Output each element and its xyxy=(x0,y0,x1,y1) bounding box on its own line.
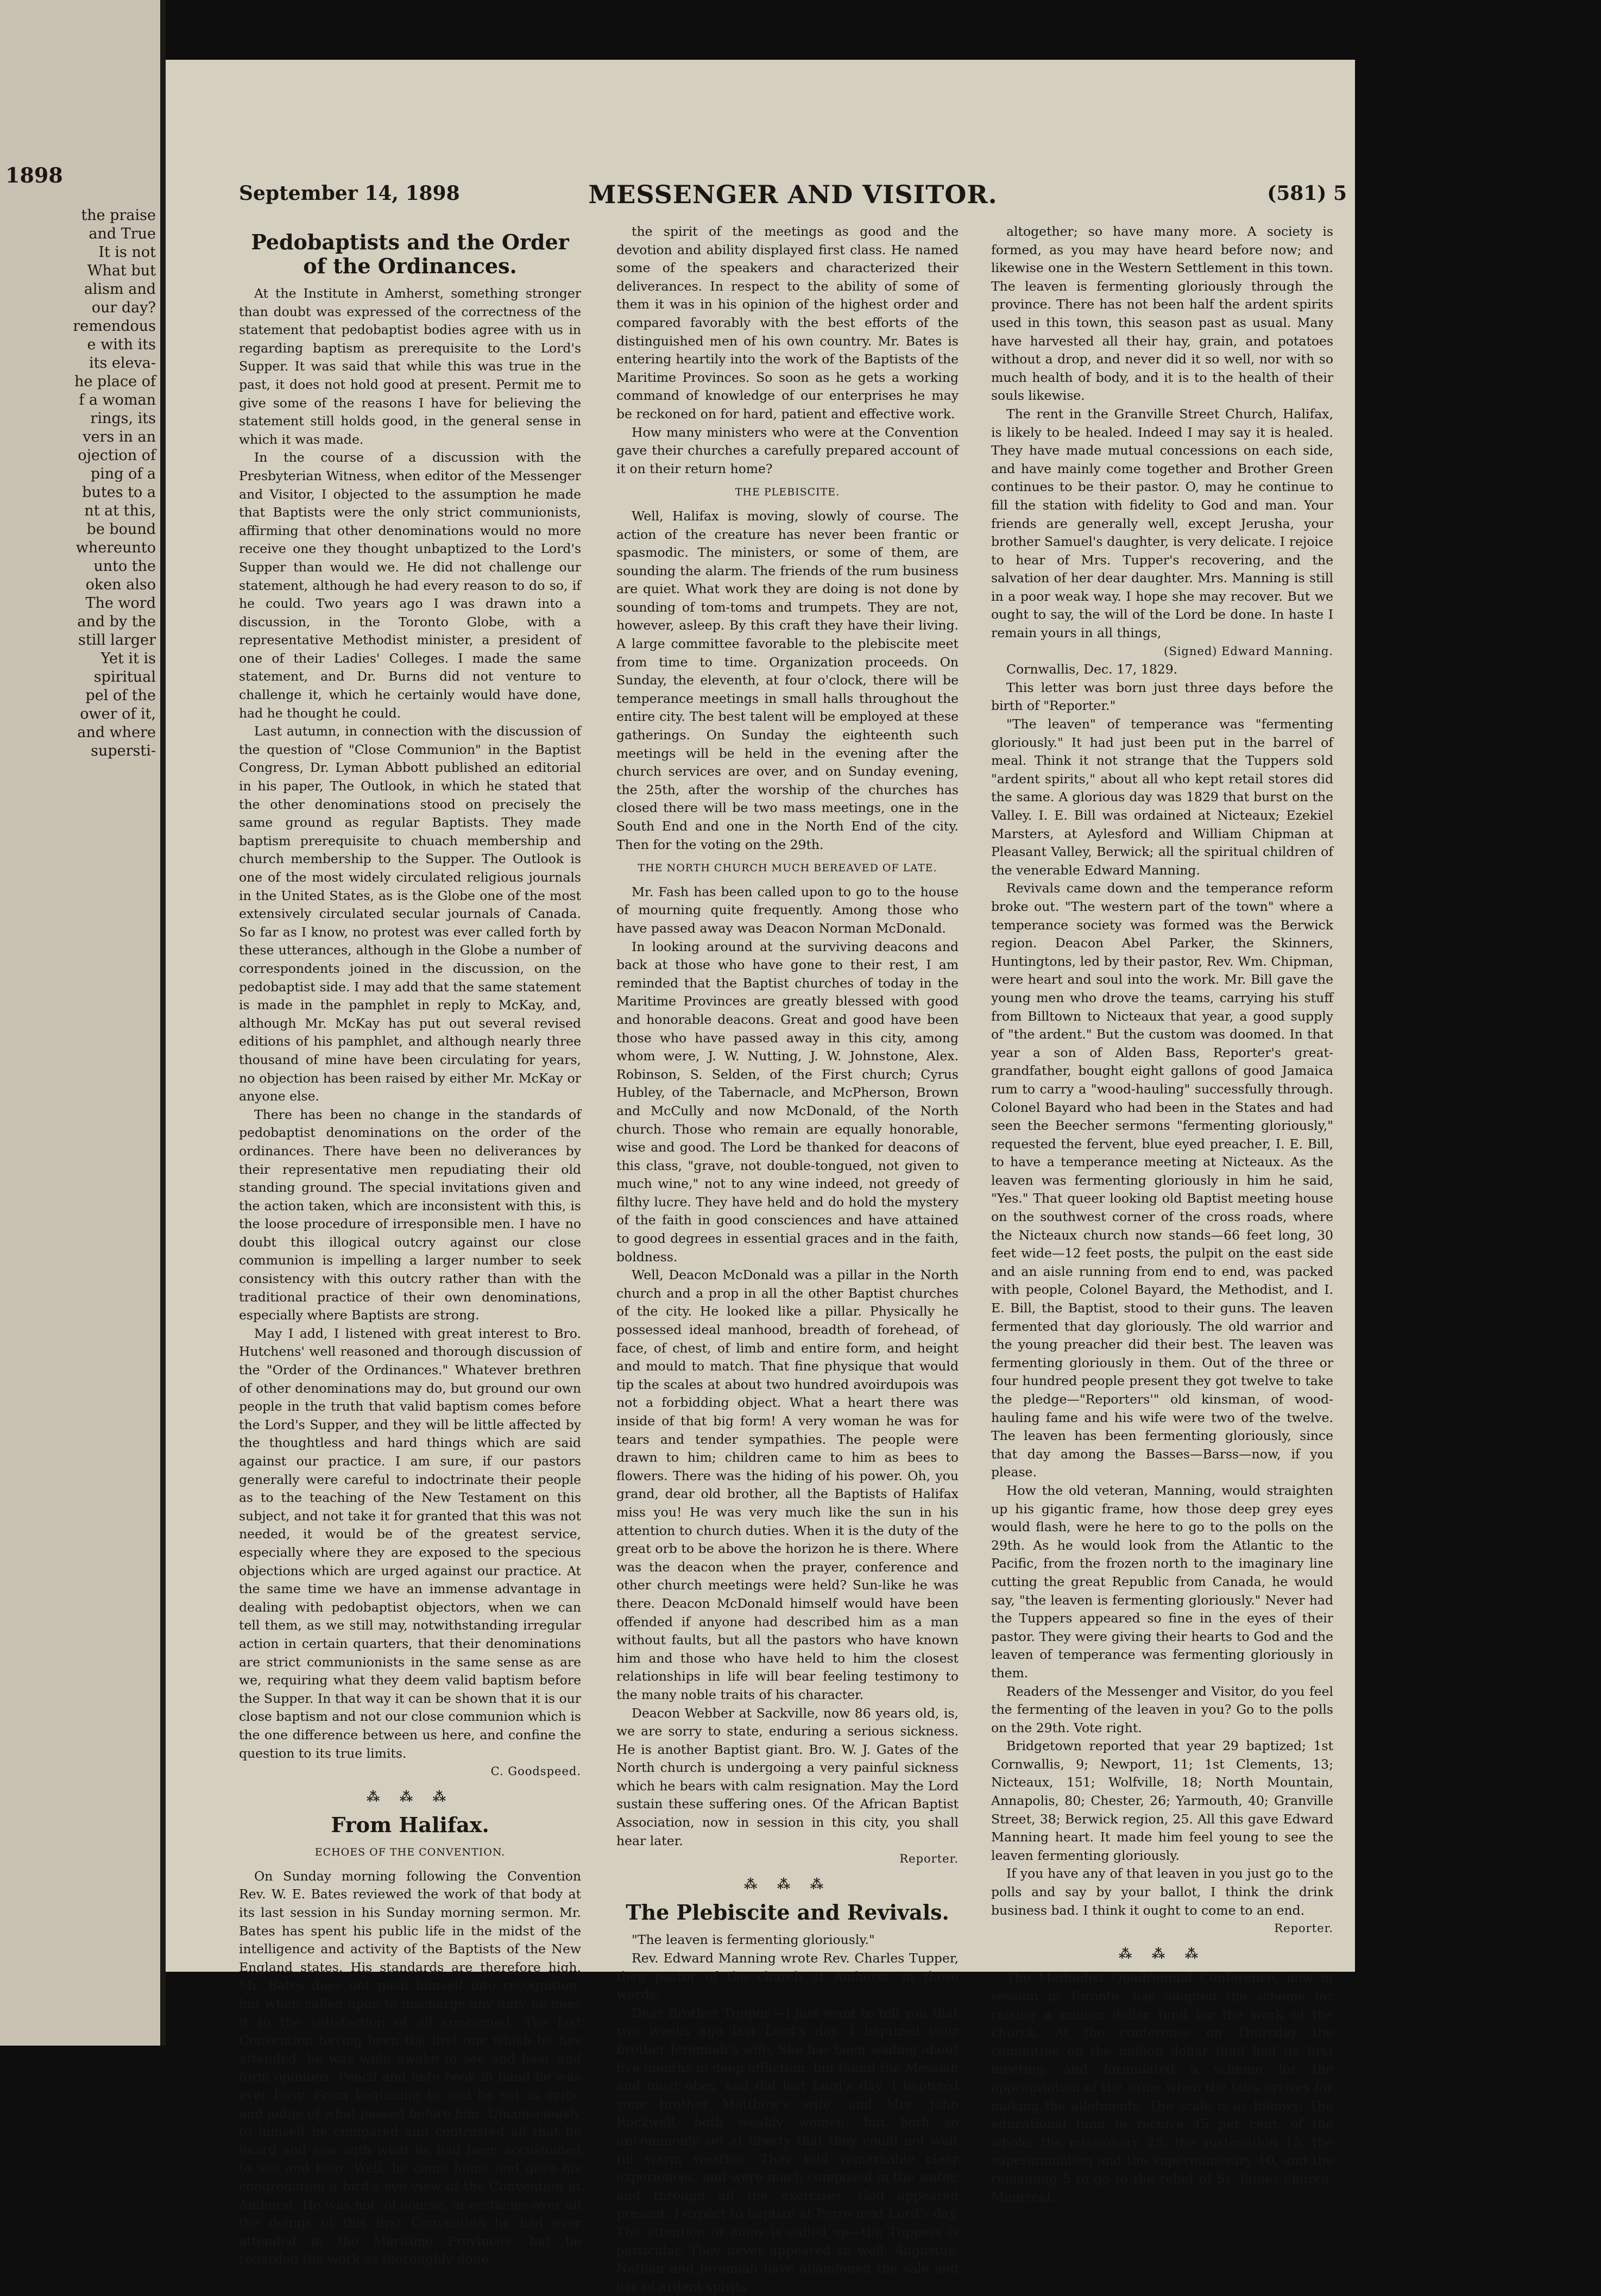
paragraph: Revivals came down and the temperance reform broke out. "The western part of the town" where a temperance society was formed was the Berwick region. Deacon Abel Parker, the Skinners, Huntingtons, led by their pastor, Rev. Wm. Chipman, were heart and soul into the work. Mr. Bill gave the young men who drove the teams, carrying his stuff from Billtown to Nicteaux that year, a good supply of "the ardent." But the custom was doomed. In that year a son of Alden Bass, Reporter's great-grandfather, bought eight gallons of good Jamaica rum to carry a "wood-hauling" successfully through. Colonel Bayard who had been in the States and had seen the Beecher sermons "fermenting gloriously," requested the fervent, blue eyed preacher, I. E. Bill, to have a temperance meeting at Nicteaux. As the leaven was fermenting gloriously in him he said, "Yes." That queer looking old Baptist meeting house on the southwest corner of the cross roads, where the Nicteaux church now stands—66 feet long, 30 feet wide—12 feet posts, the pulpit on the east side and an aisle running from end to end, was packed with people, Colonel Bayard, the Methodist, and I. E. Bill, the Baptist, stood to their guns. The leaven fermented that day gloriously. The old warrior and the young preacher did their best. The leaven was fermenting gloriously in them. Out of the three or four hundred people present they got twelve to take the pledge—"Reporters'" old kinsman, of wood-hauling fame and his wife were two of the twelve. The leaven has been fermenting gloriously, since that day among the Basses—Barss—now, if you please. xyxy=(991,880,1333,1480)
article-body-pedobaptists xyxy=(239,285,581,1763)
facing-page-line: It is not xyxy=(98,244,156,261)
letter-place-date: Cornwallis, Dec. 17, 1829. xyxy=(1006,662,1178,677)
paragraph: The rent in the Granville Street Church, Halifax, is likely to be healed. Indeed I may say it is healed. They have made mutual concessions on each side, and have mainly come together and Brother Green continues to be their pastor. O, may he continue to fill the station with fidelity to God and man. Your friends are generally well, except Jerusha, your brother Samuel's daughter, is very delicate. I rejoice to hear of Mrs. Tupper's recovering, and the salvation of her dear daughter. Mrs. Manning is still in a poor weak way. I hope she may recover. But we ought to say, the will of the Lord be done. In haste I remain yours in all things, xyxy=(991,406,1333,641)
facing-page-line: ower of it, xyxy=(80,706,156,722)
facing-page-line: and True xyxy=(89,225,156,242)
facing-page-line: ping of a xyxy=(90,466,156,482)
paragraph: In looking around at the surviving deacons and back at those who have gone to their rest, I am reminded that the Baptist churches of today in the Maritime Provinces are greatly blessed with good and honorable deacons. Great and good have been those who have passed away in this city, among whom were, J. W. Nutting, J. W. Johnstone, Alex. Robinson, S. Selden, of the First church; Cyrus Hubley, of the Tabernacle, and McPherson, Brown and McCully and now McDonald, of the North church. Those who remain are equally honorable, wise and good. The Lord be thanked for deacons of this class, "grave, not double-tongued, not given to much wine," not to any wine indeed, not greedy of filthy lucre. They have held and do hold the mystery of the faith in good consciences and have attained to good degrees in essential graces and in the faith, boldness. xyxy=(616,939,959,1265)
paragraph: Bridgetown reported that year 29 baptized; 1st Cornwallis, 9; Newport, 11; 1st Clements, 13; Nicteaux, 151; Wolfville, 18; North Mountain, Annapolis, 80; Chester, 26; Yarmouth, 40; Granville Street, 38; Berwick region, 25. All this gave Edward Manning heart. It made him feel young to see the leaven fermenting gloriously. xyxy=(991,1738,1333,1863)
paragraph: Well, Halifax is moving, slowly of course. The action of the creature has never been frantic or spasmodic. The ministers, or some of them, are sounding the alarm. The friends of the rum business are quiet. What work they are doing is not done by sounding of tom-toms and trumpets. They are not, however, asleep. By this craft they have their living. A large committee favorable to the plebiscite meet from time to time. Organization proceeds. On Sunday, the eleventh, at four o'clock, there will be temperance meetings in small halls throughout the entire city. The best talent will be employed at these gatherings. On Sunday the eighteenth such meetings will be held in the evening after the church services are over, and on Sunday evening, the 25th, after the worship of the churches has closed there will be two mass meetings, one in the South End and one in the North End of the city. Then for the voting on the 29th. xyxy=(616,508,959,852)
article-body-north-church xyxy=(616,883,959,1850)
facing-page-line: whereunto xyxy=(75,539,156,556)
article-title-from-halifax: From Halifax. xyxy=(331,1813,489,1838)
facing-page-line: f a woman xyxy=(79,392,156,408)
facing-page-line: nt at this, xyxy=(84,502,156,519)
byline-reporter: Reporter. xyxy=(899,1852,959,1866)
paragraph: If you have any of that leaven in you just go to the polls and say by your ballot, I think the drink business bad. I think it ought to come to an end. xyxy=(991,1866,1333,1918)
article-body-letter xyxy=(991,223,1333,643)
facing-page-line: unto the xyxy=(93,558,156,575)
section-divider: ⁂ ⁂ ⁂ xyxy=(366,1788,454,1804)
page-number: (581) 5 xyxy=(1267,182,1347,205)
paragraph: altogether; so have many more. A society is formed, as you may have heard before now; and likewise one in the Western Settlement in this town. The leaven is fermenting gloriously through the province. There has not been half the ardent spirits used in this town, this season past as usual. Many have harvested all their hay, grain, and potatoes without a drop, and never did it so well, nor with so much health of body, and it is to the health of their souls likewise. xyxy=(991,224,1333,404)
facing-page-line: rings, its xyxy=(90,410,156,427)
paragraph: "The leaven is fermenting gloriously." xyxy=(632,1932,875,1948)
paragraph: "The leaven" of temperance was "fermenting gloriously." It had just been put in the barrel of meal. Think it not strange that the Tuppers sold "ardent spirits," about all who kept retail stores did the same. A glorious day was 1829 that burst on the Valley. I. E. Bill was ordained at Nicteaux; Ezekiel Marsters, at Aylesford and William Chipman at Pleasant Valley, Berwick; all the spiritual children of the venerable Edward Manning. xyxy=(991,716,1333,878)
facing-page-line: butes to a xyxy=(82,484,156,501)
facing-page-line: he place of xyxy=(74,373,156,390)
paragraph: At the Institute in Amherst, something stronger than doubt was expressed of the correctness of the statement that pedobaptist bodies agree with us in regarding baptism as prerequisite to the Lord's Supper. It was said that while this was true in the past, it does not hold good at present. Permit me to give some of the reasons I have for believing the statement still holds good, in the general sense in which it was made. xyxy=(239,286,581,447)
article-body-revivals-cont xyxy=(991,679,1333,1920)
facing-page-line: oken also xyxy=(85,576,156,593)
facing-page-line: What but xyxy=(87,262,156,279)
column-2 xyxy=(616,223,959,2294)
facing-page-line: ojection of xyxy=(78,447,156,464)
facing-page-line: pel of the xyxy=(85,687,156,704)
section-divider: ⁂ ⁂ ⁂ xyxy=(743,1876,831,1892)
facing-page-line: the praise xyxy=(81,207,156,224)
byline-goodspeed: C. Goodspeed. xyxy=(490,1765,581,1778)
paragraph: Deacon Webber at Sackville, now 86 years old, is, we are sorry to state, enduring a serious sickness. He is another Baptist giant. Bro. W. J. Gates of the North church is undergoing a very painful sickness which he bears with calm resignation. May the Lord sustain these suffering ones. Of the African Baptist Association, now in session in this city, you shall hear later. xyxy=(616,1705,959,1848)
issue-date: September 14, 1898 xyxy=(239,182,460,205)
subhead-plebiscite: THE PLEBISCITE. xyxy=(735,486,840,499)
book-gutter xyxy=(160,0,166,2046)
facing-page-line: our day? xyxy=(91,299,156,316)
paragraph: In the course of a discussion with the Presbyterian Witness, when editor of the Messenger and Visitor, I objected to the assumption he made that Baptists were the only strict communionists, affirming that other denominations would no more receive one they thought unbaptized to the Lord's Supper than would we. He did not challenge our statement, although he had every reason to do so, if he could. Two years ago I was drawn into a discussion, in the Toronto Globe, with a representative Methodist minister, a president of one of their Ladies' Colleges. I made the same statement, and Dr. Burns did not venture to challenge it, which he certainly would have done, had he thought he could. xyxy=(239,450,581,721)
paragraph: the spirit of the meetings as good and the devotion and ability displayed first class. He named some of the speakers and characterized their deliverances. In respect to the ability of some of them it was in his opinion of the highest order and compared favorably with the best efforts of the distinguished men of his own country. Mr. Bates is entering heartily into the work of the Baptists of the Maritime Provinces. So soon as he gets a working command of knowledge of our enterprises he may be reckoned on for hard, patient and effective work. xyxy=(616,224,959,422)
article-body-plebiscite xyxy=(616,507,959,854)
paragraph: Mr. Fash has been called upon to go to the house of mourning quite frequently. Among those who have passed away was Deacon Norman McDonald. xyxy=(616,884,959,936)
paragraph: Readers of the Messenger and Visitor, do you feel the fermenting of the leaven in you? Go to the polls on the 29th. Vote right. xyxy=(991,1683,1333,1735)
paragraph: The Methodist Quadrennial Conference, now in session in Toronto, has adopted the scheme for raising a million dollar fund for the work of the church. At the conference on Thursday the committee on the million dollar fund had its first meeting, and formulated a scheme for the appropriation of the same when the fairs arrives for making the allotments. The scale is as follows: The educational fund to receive 45 per cent. of the whole; the missionary 25, the sustenation 15, the superannuation and the supernumerary 10, and the remaining 5 to go to the relief of St. James church, Montreal. xyxy=(991,1970,1333,2205)
facing-page-number: 1898 xyxy=(5,163,63,187)
facing-page-line: e with its xyxy=(87,336,156,353)
facing-page-line: The word xyxy=(85,595,156,612)
paragraph: This letter was born just three days before the birth of "Reporter." xyxy=(991,680,1333,714)
letter-signature: (Signed) Edward Manning. xyxy=(1164,644,1333,658)
column-3 xyxy=(991,223,1333,2205)
paragraph: Last autumn, in connection with the discussion of the question of "Close Communion" in the Baptist Congress, Dr. Lyman Abbott published an editorial in his paper, The Outlook, in which he stated that the other denominations stood on precisely the same ground as regular Baptists. They made baptism prerequisite to chuach membership and church membership to the Supper. The Outlook is one of the most widely circulated religious journals in the United States, as is the Globe one of the most extensively circulated secular journals of Canada. So far as I know, no protest was ever called forth by these utterances, although in the Globe a number of correspondents joined in the discussion, on the pedobaptist side. I may add that the same statement is made in the pamphlet in reply to McKay, and, although Mr. McKay has put out several revised editions of his pamphlet, and although nearly three thousand of mine have been circulating for years, no objection has been raised by either Mr. McKay or anyone else. xyxy=(239,724,581,1104)
scanner-background xyxy=(1355,0,1601,2046)
facing-page-line: supersti- xyxy=(91,743,156,759)
facing-page-line: remendous xyxy=(73,318,156,335)
paragraph: Dear Brother Tupper.—I just want to tell you that two weeks ago last Lord's day, I baptized your brother Jeremiah's wife. She has been wading about five months in deep affliction, but found the Messiah and must obey, and did last Lord's day. I baptized your brother Matthew's wife, and Mrs. John Rockwell, both weakly women; but both so uncommonly set at liberty that they could not wait till warm weather. They told remarkable clear experiences, and were much composed in the water, and through all the exercises. God appeared present. I expect to baptize at Perro next Lord's day. The attention of many is called up—the Tuppers is particular. They never appeared so well. Augustus, Nathan and Jeremiah have abandoned the sale and use of ardent spirits xyxy=(616,2005,959,2294)
paragraph: May I add, I listened with great interest to Bro. Hutchens' well reasoned and thorough discussion of the "Order of the Ordinances." Whatever brethren of other denominations may do, but ground our own people in the truth that valid baptism comes before the Lord's Supper, and they will be little affected by the thoughtless and hard things which are said against our practice. I am sure, if our pastors generally were careful to indoctrinate their people as to the teaching of the New Testament on this subject, and not take it for granted that this was not needed, it would be of the greatest service, especially where they are exposed to the specious objections which are urged against our practice. At the same time we have an immense advantage in dealing with pedobaptist objectors, when we can tell them, as we still may, notwithstanding irregular action in certain quarters, that their denominations are strict communionists in the same sense as are we, requiring what they deem valid baptism before the Supper. In that way it can be shown that it is our close baptism and not our close communion which is the one difference between us here, and confine the question to its true limits. xyxy=(239,1325,581,1761)
newspaper-page xyxy=(166,60,1355,2294)
paragraph: There has been no change in the standards of pedobaptist denominations on the order of the ordinances. There have been no deliverances by their representative men repudiating their old standing ground. The special invitations given and the action taken, which are inconsistent with this, is the loose procedure of irresponsible men. I have no doubt this illogical outcry against our close communion is impelling a larger number to seek consistency with this outcry rather than with the traditional practice of their own denominations, especially where Baptists are strong. xyxy=(239,1106,581,1323)
article-body-halifax-cont xyxy=(616,223,959,478)
facing-page-line: alism and xyxy=(84,281,156,298)
masthead-title: MESSENGER AND VISITOR. xyxy=(588,180,998,209)
facing-page-line: vers in an xyxy=(83,429,156,445)
facing-page-fragment xyxy=(0,0,160,2046)
subhead-echoes: ECHOES OF THE CONVENTION. xyxy=(314,1846,506,1859)
page-header xyxy=(239,177,1347,215)
paragraph: Rev. Edward Manning wrote Rev. Charles Tupper, then pastor of the church at Amherst, in these words: xyxy=(616,1951,959,2003)
column-1 xyxy=(239,223,581,2267)
facing-page-line: be bound xyxy=(86,521,156,538)
article-title-plebiscite-revivals: The Plebiscite and Revivals. xyxy=(626,1900,949,1925)
facing-page-line: spiritual xyxy=(93,669,156,685)
section-divider: ⁂ ⁂ ⁂ xyxy=(1118,1945,1206,1961)
article-title-pedobaptists: Pedobaptists and the Order of the Ordinances. xyxy=(251,230,569,278)
subhead-north-church: THE NORTH CHURCH MUCH BEREAVED OF LATE. xyxy=(638,862,937,875)
byline-reporter: Reporter. xyxy=(1274,1922,1333,1935)
facing-page-line: Yet it is xyxy=(100,650,156,667)
article-body-halifax xyxy=(239,1867,581,2269)
paragraph: Well, Deacon McDonald was a pillar in the North church and a prop in all the other Baptist churches of the city. He looked like a pillar. Physically he possessed ideal manhood, breadth of forehead, of face, of chest, of limb and entire form, and height and mould to match. That fine physique that would tip the scales at about two hundred avoirdupois was not a forbidding object. What a heart there was inside of that big form! A very woman he was for tears and tender sympathies. The people were drawn to him; children came to him as bees to flowers. There was the hiding of his power. Oh, you grand, dear old brother, all the Baptists of Halifax miss you! He was very much like the sun in his attention to church duties. When it is the duty of the great orb to be above the horizon he is there. Where was the deacon when the prayer, conference and other church meetings were held? Sun-like he was there. Deacon McDonald himself would have been offended if anyone had described him as a man without faults, but all the pastors who have known him and those who have held to him the closest relationships in life will bear feeling testimony to the many noble traits of his character. xyxy=(616,1267,959,1702)
paragraph: On Sunday morning following the Convention Rev. W. E. Bates reviewed the work of that body at its last session in his Sunday morning sermon. Mr. Bates has spent his public life in the midst of the intelligence and activity of the Baptists of the New England states. His standards are therefore high. Mr. Bates does not push himself into recognition, but when called upon to discharge any duty he does it to the satisfaction of all concerned. The last Convention having been the first one which he has attended, he was wide awake to see and hear and form opinions. Pencil and note book in hand he was ever busy. From beginning to end he sat as critic and judge of what passed before him. Unconsciously to himself he compared and contrasted all that he heard and saw with what he had been accustomed to see and hear. Well, he came home and gave his congregation a bird's eye view of the Convention at Amherst. He was not, of course, in ecstacies over all the doings of this first Convention he had ever attended in the Maritime Provinces, but he regarded the work as thoroughly done, xyxy=(239,1868,581,2267)
facing-page-line: and by the xyxy=(77,613,156,630)
facing-page-line: its eleva- xyxy=(89,355,156,372)
paragraph: How the old veteran, Manning, would straighten up his gigantic frame, how those deep grey eyes would flash, were he here to go to the polls on the 29th. As he would look from the Atlantic to the Pacific, from the frozen north to the imaginary line cutting the great Republic from Canada, he would say, "the leaven is fermenting gloriously." Never had the Tuppers appeared so fine in the eyes of their pastor. They were giving their hearts to God and the leaven of temperance was fermenting gloriously in them. xyxy=(991,1482,1333,1681)
facing-page-line: still larger xyxy=(78,632,156,649)
facing-page-line: and where xyxy=(77,724,156,741)
paragraph: How many ministers who were at the Convention gave their churches a carefully prepared account of it on their return home? xyxy=(616,424,959,476)
article-body-revivals xyxy=(616,1931,959,2296)
article-body-methodist xyxy=(991,1969,1333,2206)
